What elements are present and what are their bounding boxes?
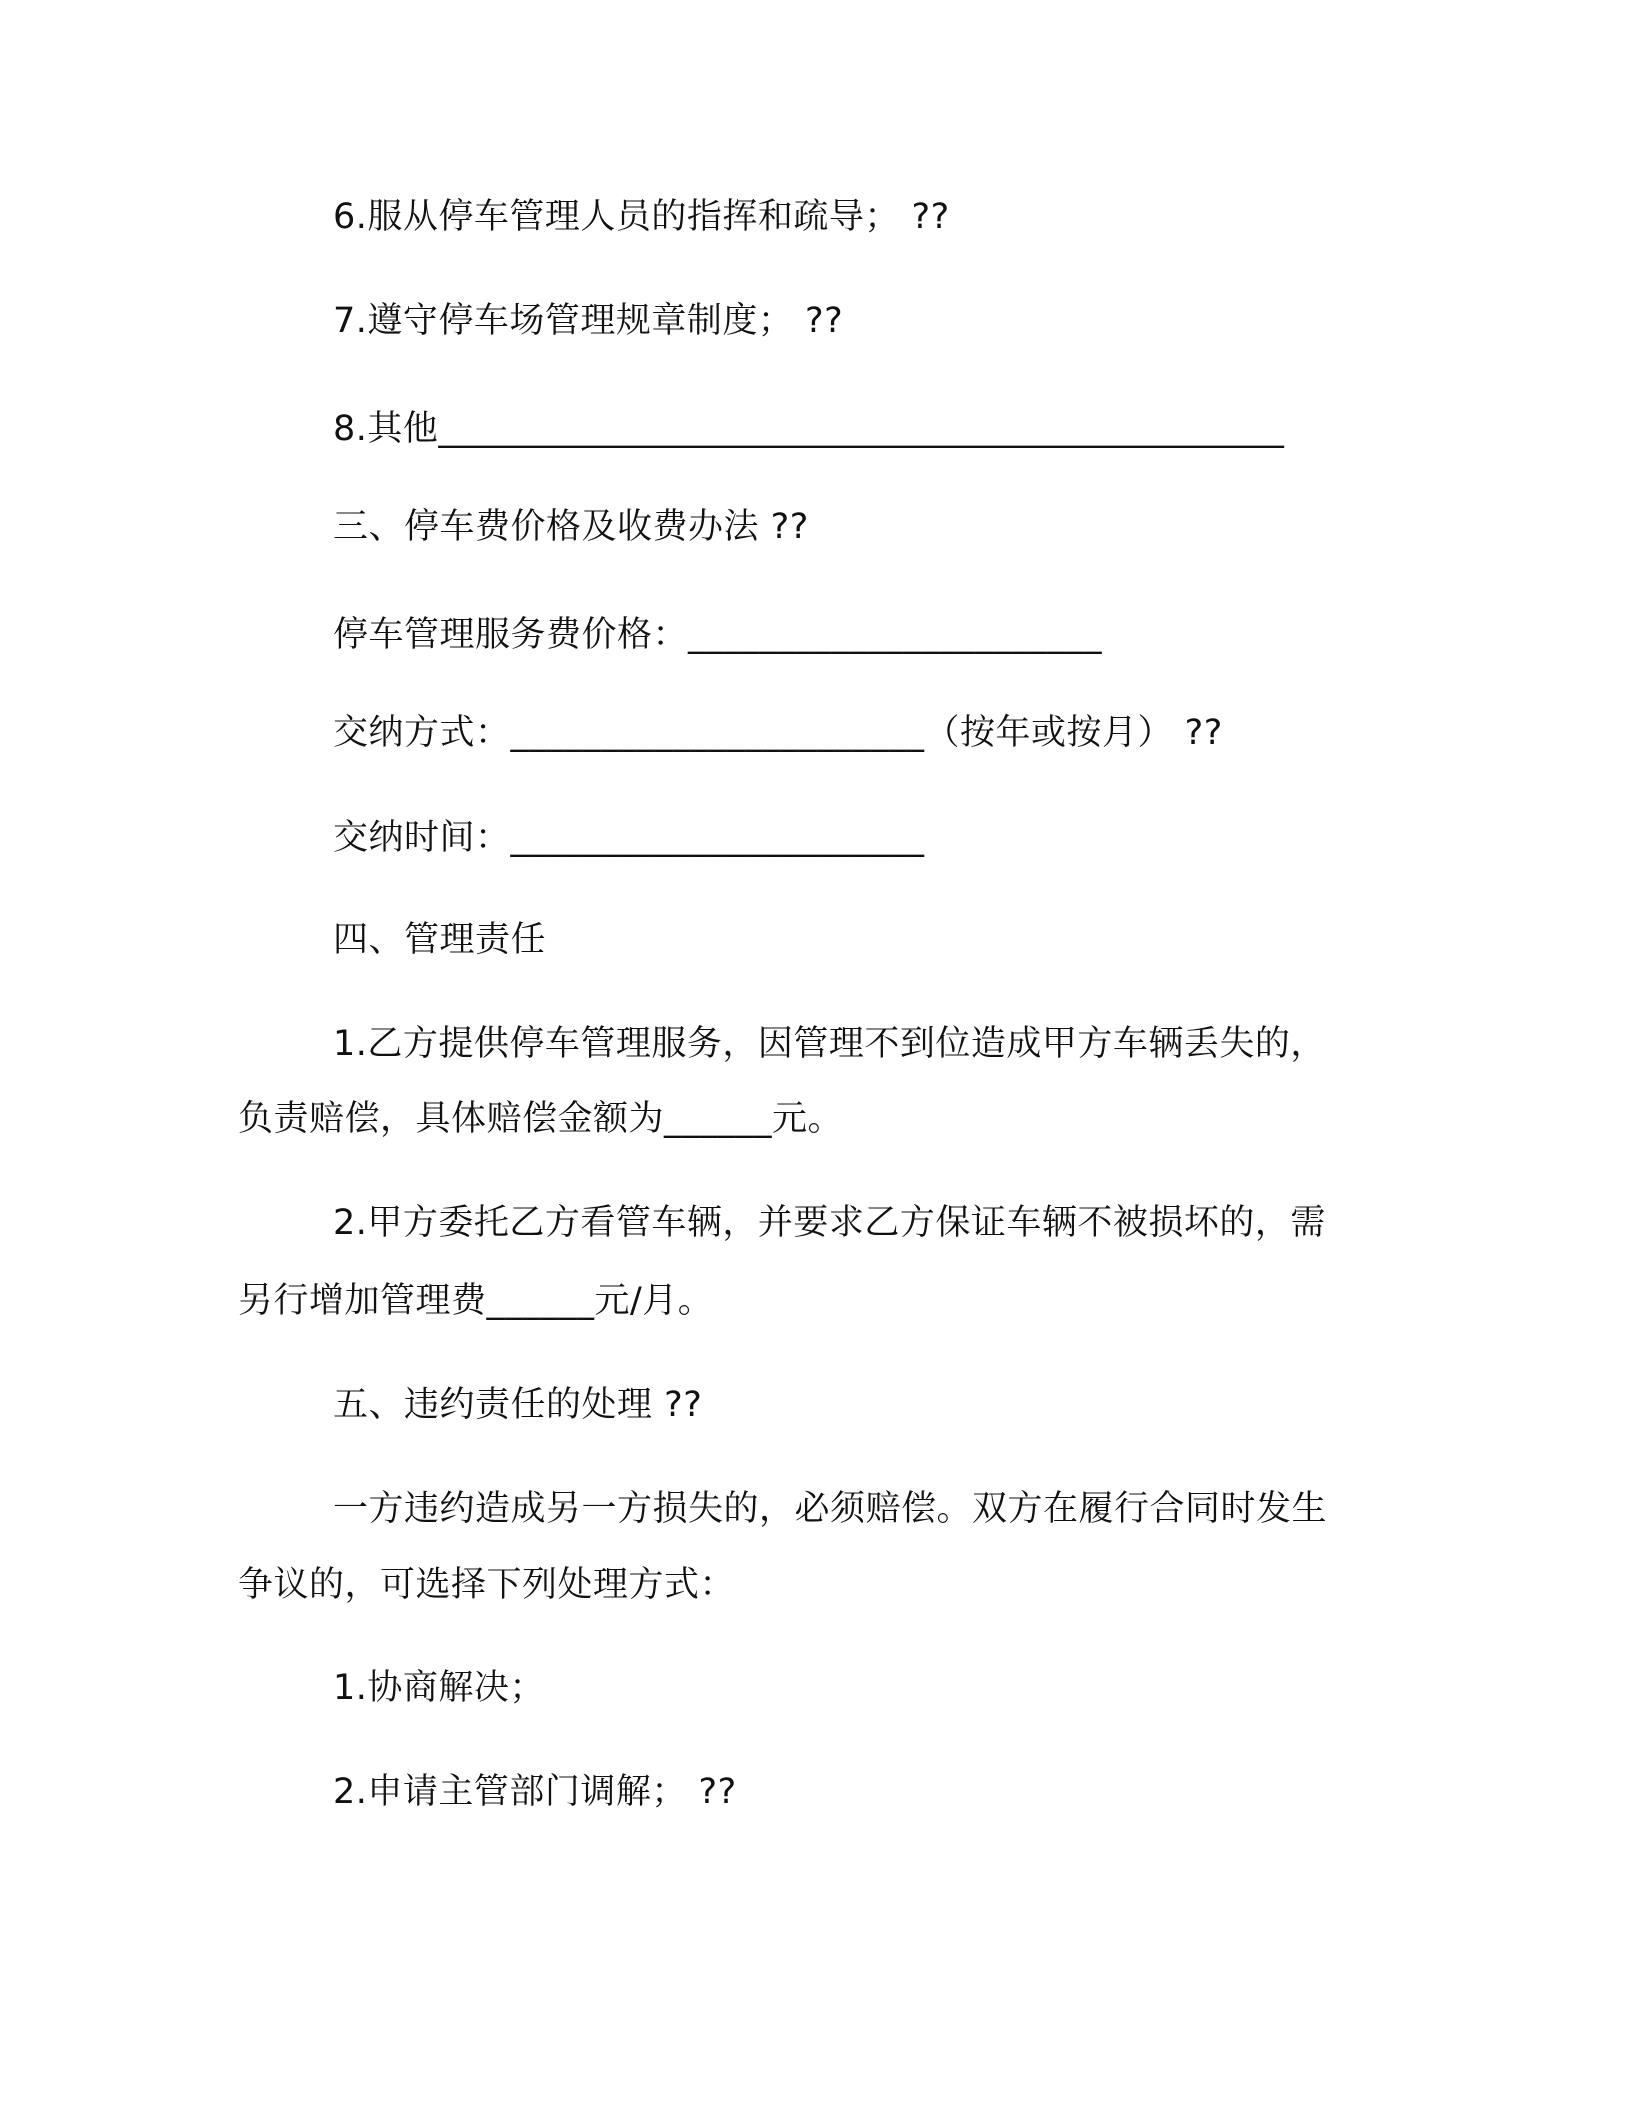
management-clause-1-line-1: 1.乙方提供停车管理服务，因管理不到位造成甲方车辆丢失的，	[333, 1024, 1326, 1064]
section-5-heading: 五、违约责任的处理 ??	[333, 1385, 703, 1425]
management-clause-2-line-2: 另行增加管理费______元/月。	[238, 1281, 714, 1321]
payment-time-field: 交纳时间：_______________________	[333, 818, 925, 858]
management-clause-1-line-2: 负责赔偿，具体赔偿金额为______元。	[238, 1099, 844, 1139]
breach-paragraph-line-2: 争议的，可选择下列处理方式：	[238, 1565, 736, 1605]
clause-7: 7.遵守停车场管理规章制度； ??	[333, 301, 844, 341]
clause-6: 6.服从停车管理人员的指挥和疏导； ??	[333, 197, 950, 237]
breach-paragraph-line-1: 一方违约造成另一方损失的，必须赔偿。双方在履行合同时发生	[333, 1489, 1328, 1529]
service-fee-price-field: 停车管理服务费价格：_______________________	[333, 615, 1103, 655]
resolution-option-2: 2.申请主管部门调解； ??	[333, 1772, 737, 1812]
management-clause-2-line-1: 2.甲方委托乙方看管车辆，并要求乙方保证车辆不被损坏的，需	[333, 1203, 1326, 1243]
payment-method-field: 交纳方式：_______________________（按年或按月） ??	[333, 713, 1223, 753]
resolution-option-1: 1.协商解决；	[333, 1668, 545, 1708]
section-4-heading: 四、管理责任	[333, 920, 547, 960]
clause-8-other: 8.其他_______________________________________________	[333, 409, 1285, 449]
section-3-heading: 三、停车费价格及收费办法 ??	[333, 507, 809, 547]
